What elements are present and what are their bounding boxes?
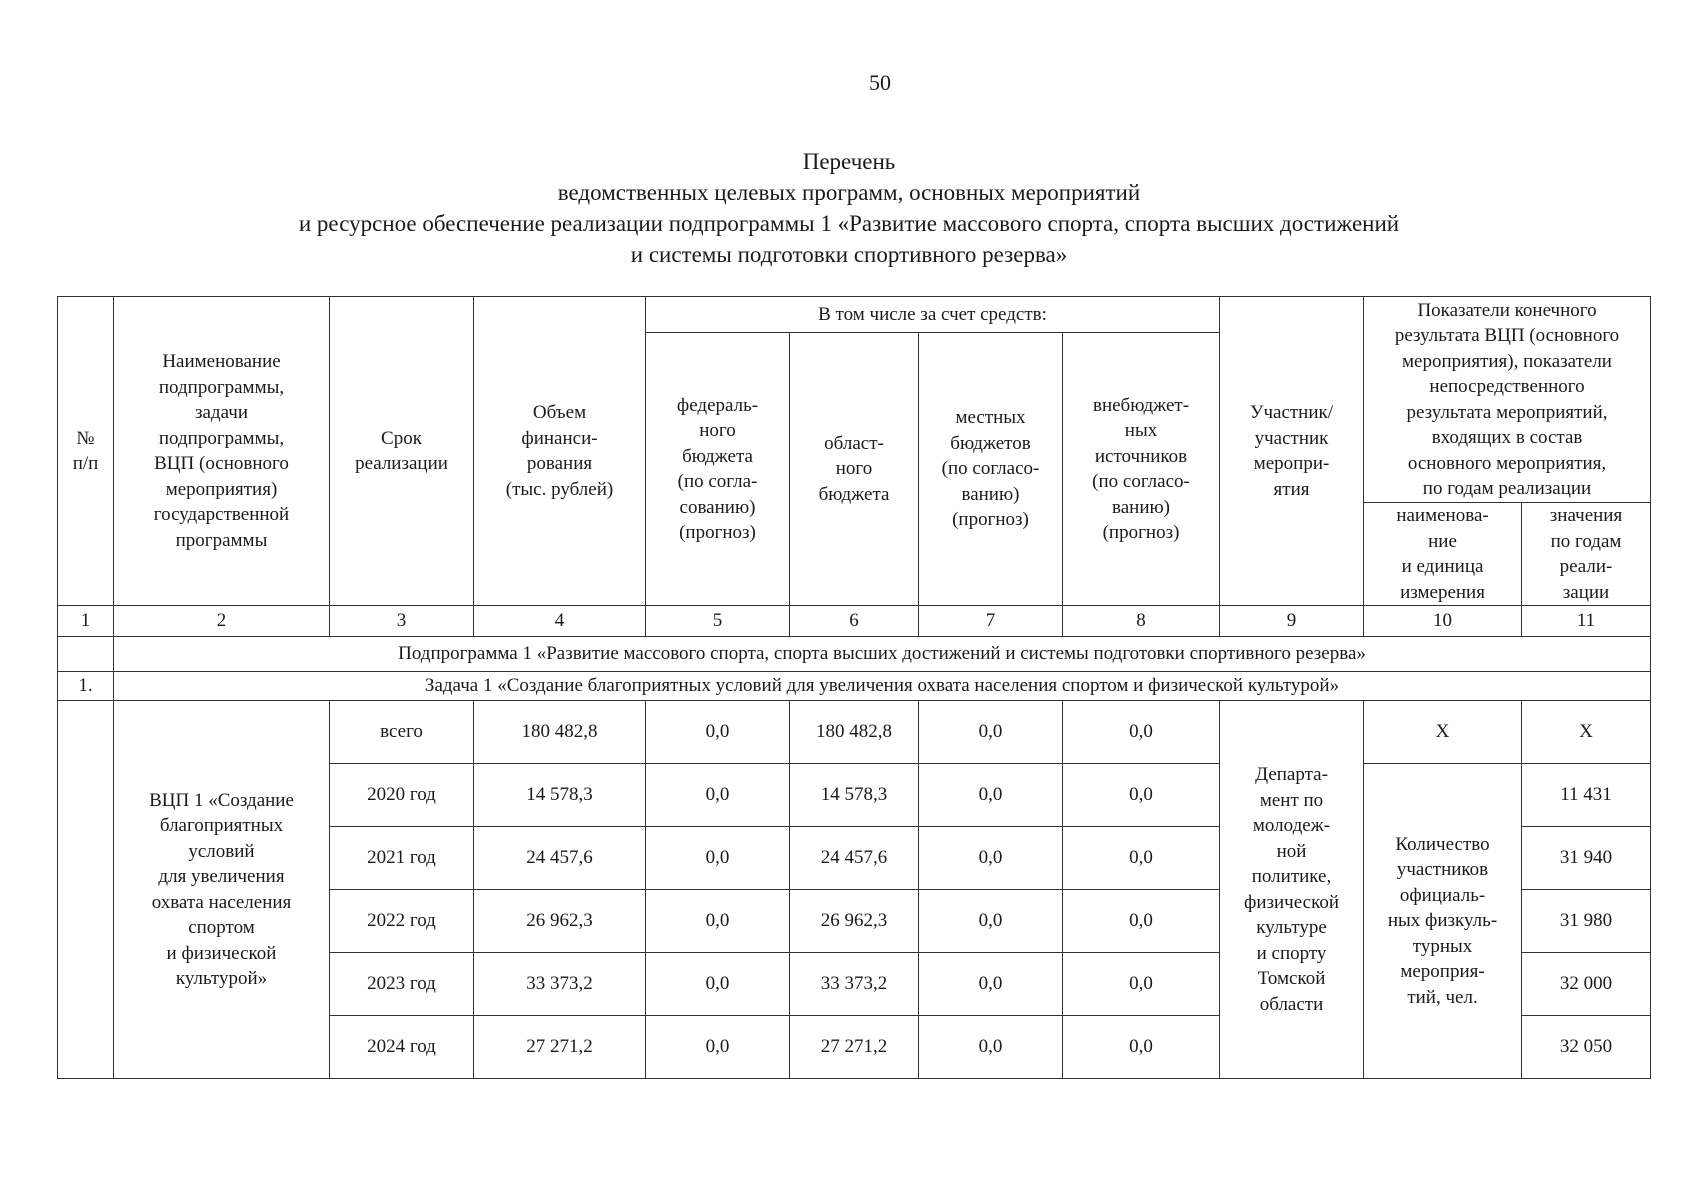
indicator-name-cell: Количество участников официаль- ных физкуль- турных мероприя- тий, чел.: [1364, 764, 1522, 1079]
task-number: 1.: [58, 672, 114, 701]
column-number: 1: [58, 606, 114, 637]
document-title: [0, 146, 1698, 270]
column-number: 5: [646, 606, 790, 637]
column-number: 7: [919, 606, 1063, 637]
federal-cell: 0,0: [646, 953, 790, 1016]
header-local: местных бюджетов (по согласо- ванию) (прогноз): [919, 333, 1063, 606]
subprogram-number-cell: [58, 637, 114, 672]
federal-cell: 0,0: [646, 890, 790, 953]
term-cell: 2020 год: [330, 764, 474, 827]
regional-cell: 180 482,8: [790, 701, 919, 764]
regional-cell: 14 578,3: [790, 764, 919, 827]
task-row: [58, 672, 1651, 701]
header-extra: внебюджет- ных источников (по согласо- ванию) (прогноз): [1063, 333, 1220, 606]
header-indicators: Показатели конечного результата ВЦП (основного мероприятия), показатели непосредственного результата мероприятий, входящих в состав основного мероприятия, по годам реализации: [1364, 297, 1651, 503]
term-cell: 2023 год: [330, 953, 474, 1016]
header-indicator-values: значения по годам реали- зации: [1522, 503, 1651, 606]
header-federal: федераль- ного бюджета (по согла- сованию) (прогноз): [646, 333, 790, 606]
column-number: 10: [1364, 606, 1522, 637]
column-number: 11: [1522, 606, 1651, 637]
indicator-value-cell: 11 431: [1522, 764, 1651, 827]
volume-cell: 27 271,2: [474, 1016, 646, 1079]
indicator-name-total: Х: [1364, 701, 1522, 764]
vcp-number-cell: [58, 701, 114, 1079]
federal-cell: 0,0: [646, 764, 790, 827]
data-row-total: [58, 701, 1651, 764]
federal-cell: 0,0: [646, 1016, 790, 1079]
vcp-name: ВЦП 1 «Создание благоприятных условий для увеличения охвата населения спортом и физической культурой»: [114, 701, 330, 1079]
extra-cell: 0,0: [1063, 953, 1220, 1016]
header-term: Срок реализации: [330, 297, 474, 606]
column-number: 6: [790, 606, 919, 637]
term-cell: 2021 год: [330, 827, 474, 890]
header-name: Наименование подпрограммы, задачи подпрограммы, ВЦП (основного мероприятия) государственной программы: [114, 297, 330, 606]
local-cell: 0,0: [919, 890, 1063, 953]
extra-cell: 0,0: [1063, 827, 1220, 890]
subprogram-row: [58, 637, 1651, 672]
volume-cell: 33 373,2: [474, 953, 646, 1016]
local-cell: 0,0: [919, 1016, 1063, 1079]
column-number: 3: [330, 606, 474, 637]
indicator-value-cell: 32 000: [1522, 953, 1651, 1016]
task-title: Задача 1 «Создание благоприятных условий для увеличения охвата населения спортом и физической культурой»: [114, 672, 1651, 701]
regional-cell: 33 373,2: [790, 953, 919, 1016]
page-number: 50: [869, 70, 891, 95]
local-cell: 0,0: [919, 764, 1063, 827]
indicator-value-cell: Х: [1522, 701, 1651, 764]
extra-cell: 0,0: [1063, 701, 1220, 764]
subprogram-title: Подпрограмма 1 «Развитие массового спорта, спорта высших достижений и системы подготовки спортивного резерва»: [114, 637, 1651, 672]
title-line-4: и системы подготовки спортивного резерва»: [630, 242, 1068, 267]
volume-cell: 24 457,6: [474, 827, 646, 890]
local-cell: 0,0: [919, 953, 1063, 1016]
program-table: [57, 296, 1651, 1079]
column-number-row: [58, 606, 1651, 637]
header-regional: област- ного бюджета: [790, 333, 919, 606]
regional-cell: 26 962,3: [790, 890, 919, 953]
extra-cell: 0,0: [1063, 1016, 1220, 1079]
column-number: 8: [1063, 606, 1220, 637]
column-number: 9: [1220, 606, 1364, 637]
federal-cell: 0,0: [646, 701, 790, 764]
title-line-2: ведомственных целевых программ, основных мероприятий: [557, 180, 1141, 205]
local-cell: 0,0: [919, 701, 1063, 764]
header-indicator-name: наименова- ние и единица измерения: [1364, 503, 1522, 606]
regional-cell: 24 457,6: [790, 827, 919, 890]
title-line-3: и ресурсное обеспечение реализации подпрограммы 1 «Развитие массового спорта, спорта высших достижений: [298, 211, 1400, 236]
extra-cell: 0,0: [1063, 764, 1220, 827]
column-number: 2: [114, 606, 330, 637]
federal-cell: 0,0: [646, 827, 790, 890]
term-cell: всего: [330, 701, 474, 764]
title-line-1: Перечень: [802, 149, 896, 174]
indicator-value-cell: 31 980: [1522, 890, 1651, 953]
header-volume: Объем финанси- рования (тыс. рублей): [474, 297, 646, 606]
header-row-1: [58, 297, 1651, 333]
volume-cell: 14 578,3: [474, 764, 646, 827]
term-cell: 2024 год: [330, 1016, 474, 1079]
header-participant: Участник/ участник меропри- ятия: [1220, 297, 1364, 606]
indicator-value-cell: 32 050: [1522, 1016, 1651, 1079]
local-cell: 0,0: [919, 827, 1063, 890]
header-num: № п/п: [58, 297, 114, 606]
volume-cell: 26 962,3: [474, 890, 646, 953]
regional-cell: 27 271,2: [790, 1016, 919, 1079]
term-cell: 2022 год: [330, 890, 474, 953]
header-including: В том числе за счет средств:: [646, 297, 1220, 333]
participant-cell: Департа- мент по молодеж- ной политике, физической культуре и спорту Томской области: [1220, 701, 1364, 1079]
volume-cell: 180 482,8: [474, 701, 646, 764]
indicator-value-cell: 31 940: [1522, 827, 1651, 890]
extra-cell: 0,0: [1063, 890, 1220, 953]
column-number: 4: [474, 606, 646, 637]
